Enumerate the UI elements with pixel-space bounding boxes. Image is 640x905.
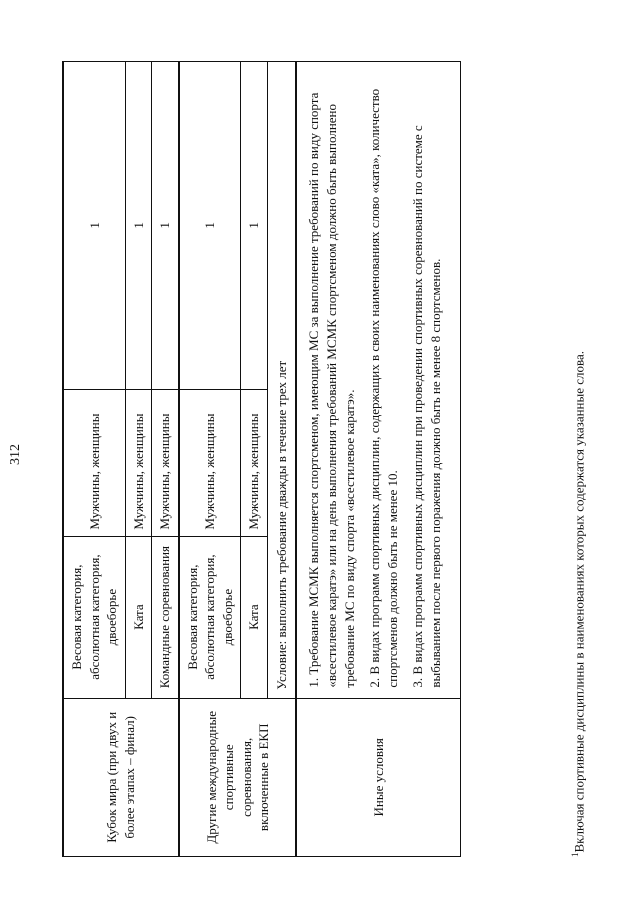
gender-cell: Мужчины, женщины: [125, 389, 152, 536]
condition-item: 3. В видах программ спортивных дисциплин при проведении спортивных соревнований по системе с выбыванием после первого поражения должно быть не менее 8 спортсменов.: [410, 125, 443, 688]
discipline-cell: Весовая категория, абсолютная категория, двоеборье: [63, 536, 125, 698]
gender-cell: Мужчины, женщины: [179, 389, 241, 536]
footnote-mark: 1: [570, 852, 580, 857]
place-cell: 1: [152, 62, 179, 390]
gender-cell: Мужчины, женщины: [241, 389, 268, 536]
place-cell: 1: [63, 62, 125, 390]
gender-cell: Мужчины, женщины: [63, 389, 125, 536]
condition-item: 1. Требование МСМК выполняется спортсменом, имеющим МС за выполнение требований по виду спорта «всестилевое каратэ» или на день выполнения требований МСМК спортсменом должно быть выполнено требование МС по виду спорта «всестилевое каратэ».: [306, 92, 357, 688]
footnote: [570, 351, 587, 857]
place-cell: 1: [241, 62, 268, 390]
footnote-text: Включая спортивные дисциплины в наименованиях которых содержатся указанные слова.: [571, 351, 587, 853]
table-row: [296, 62, 460, 857]
requirements-table: [62, 61, 461, 857]
other-conditions-label: Иные условия: [296, 698, 460, 856]
table-row: [179, 62, 241, 857]
condition-cell: Условие: выполнить требование дважды в течение трех лет: [267, 62, 296, 699]
place-cell: 1: [179, 62, 241, 390]
page-number: 312: [8, 444, 23, 465]
table-row: [63, 62, 125, 857]
competition-cell: Кубок мира (при двух и более этапах – финал): [63, 698, 179, 856]
other-conditions-cell: [296, 62, 460, 699]
discipline-cell: Весовая категория, абсолютная категория, двоеборье: [179, 536, 241, 698]
discipline-cell: Командные соревнования: [152, 536, 179, 698]
place-cell: 1: [125, 62, 152, 390]
discipline-cell: Ката: [241, 536, 268, 698]
condition-item: 2. В видах программ спортивных дисциплин, содержащих в своих наименованиях слово «ката», количество спортсменов должно быть не менее 10.: [367, 88, 400, 688]
gender-cell: Мужчины, женщины: [152, 389, 179, 536]
competition-cell: Другие международные спортивные соревнования, включенные в ЕКП: [179, 698, 297, 856]
discipline-cell: Ката: [125, 536, 152, 698]
